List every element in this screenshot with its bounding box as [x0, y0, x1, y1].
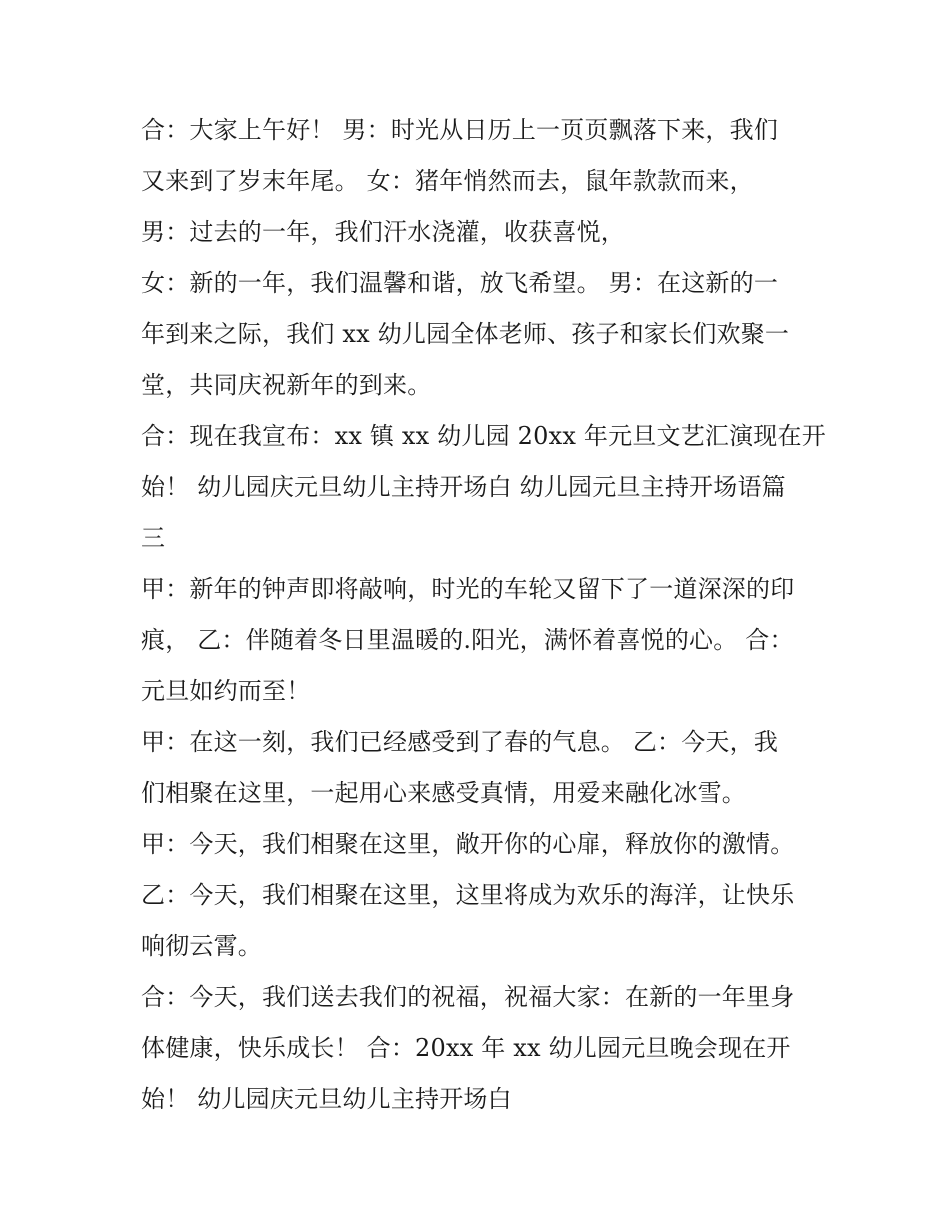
text-line: 元旦如约而至！	[141, 677, 311, 705]
text-line: 合：现在我宣布：xx 镇 xx 幼儿园 20xx 年元旦文艺汇演现在开	[141, 422, 826, 450]
text-line: 甲：今天，我们相聚在这里，敞开你的心扉，释放你的激情。	[141, 830, 795, 858]
text-line: 乙：今天，我们相聚在这里，这里将成为欢乐的海洋，让快乐	[141, 881, 795, 909]
text-line: 始！ 幼儿园庆元旦幼儿主持开场白 幼儿园元旦主持开场语篇	[141, 473, 786, 501]
text-line: 始！ 幼儿园庆元旦幼儿主持开场白	[141, 1085, 512, 1113]
text-line: 合：大家上午好！ 男：时光从日历上一页页飘落下来，我们	[141, 116, 779, 144]
text-line: 甲：新年的钟声即将敲响，时光的车轮又留下了一道深深的印	[141, 575, 795, 603]
text-line: 响彻云霄。	[141, 932, 262, 960]
text-line: 女：新的一年，我们温馨和谐，放飞希望。 男：在这新的一	[141, 269, 779, 297]
text-line: 甲：在这一刻，我们已经感受到了春的气息。 乙：今天，我	[141, 728, 779, 756]
document-body	[141, 105, 841, 1125]
text-line: 堂，共同庆祝新年的到来。	[141, 371, 432, 399]
text-line: 痕， 乙：伴随着冬日里温暖的.阳光，满怀着喜悦的心。 合：	[141, 626, 794, 654]
text-line: 们相聚在这里，一起用心来感受真情，用爱来融化冰雪。	[141, 779, 746, 807]
text-line: 男：过去的一年，我们汗水浇灌，收获喜悦，	[141, 218, 625, 246]
text-line: 年到来之际，我们 xx 幼儿园全体老师、孩子和家长们欢聚一	[141, 320, 790, 348]
text-line: 体健康，快乐成长！ 合：20xx 年 xx 幼儿园元旦晚会现在开	[141, 1034, 791, 1062]
text-line: 三	[141, 524, 166, 552]
text-line: 合：今天，我们送去我们的祝福，祝福大家：在新的一年里身	[141, 983, 795, 1011]
text-line: 又来到了岁末年尾。 女：猪年悄然而去，鼠年款款而来，	[141, 167, 754, 195]
